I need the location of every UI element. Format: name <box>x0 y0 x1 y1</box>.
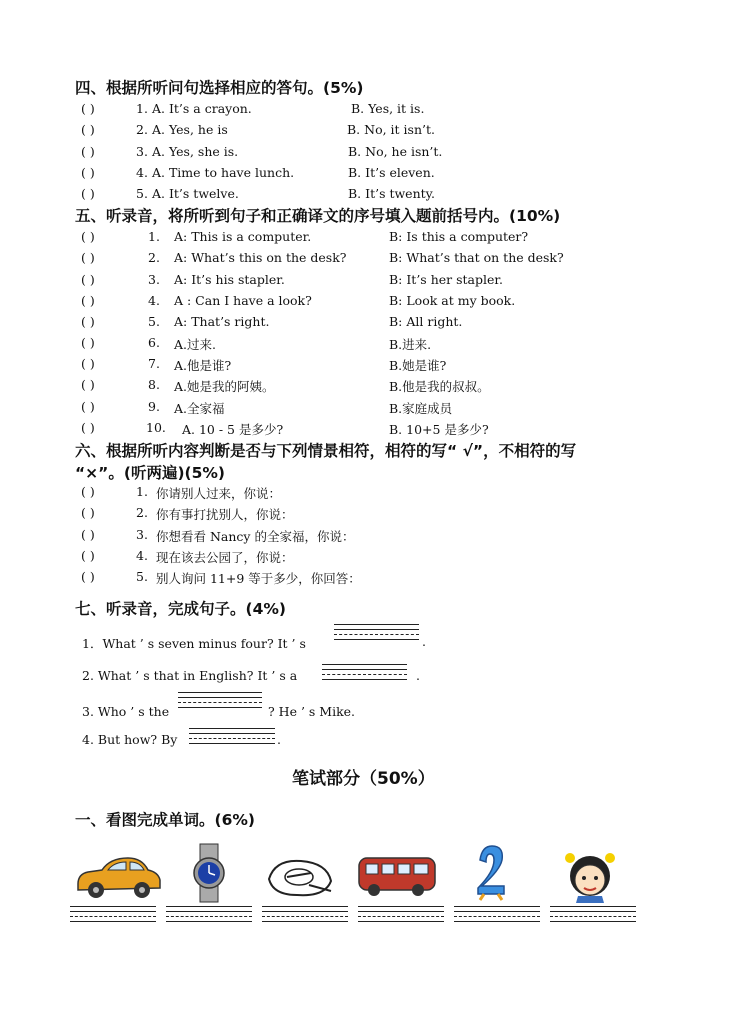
pencil-sharpener-picture <box>265 855 335 901</box>
sentence-2-dot: . <box>416 668 420 683</box>
option-a: 现在该去公园了，你说： <box>156 550 294 565</box>
answer-lines-3[interactable] <box>178 692 262 712</box>
sentence-1: 1．What ’ s seven minus four? It ’ s <box>82 636 306 651</box>
word-answer-lines[interactable] <box>358 906 444 926</box>
option-b: B. Yes, it is. <box>351 101 425 116</box>
written-section-1-title: 一、看图完成单词。(6%) <box>75 811 255 829</box>
item-number: 2. <box>148 250 160 265</box>
word-answer-lines[interactable] <box>166 906 252 926</box>
answer-parentheses[interactable]: ( ) <box>81 548 95 563</box>
option-a: A. Yes, he is <box>152 122 228 137</box>
item-number: 5. <box>136 186 148 201</box>
section-6-title-line2: “×”。(听两遍)(5%) <box>75 464 226 482</box>
option-b: B: All right. <box>389 314 463 329</box>
section-5-title: 五、听录音，将所听到句子和正确译文的序号填入题前括号内。(10%) <box>75 207 561 225</box>
answer-parentheses[interactable]: ( ) <box>81 293 95 308</box>
option-b: B.他是我的叔叔。 <box>389 379 490 394</box>
option-b: B: Is this a computer? <box>389 229 529 244</box>
item-number: 2. <box>136 505 148 520</box>
option-b: B. It’s eleven. <box>348 165 435 180</box>
answer-parentheses[interactable]: ( ) <box>81 250 95 265</box>
option-a: A.全家福 <box>174 401 225 416</box>
item-number: 2. <box>136 122 148 137</box>
item-number: 1. <box>136 484 148 499</box>
answer-parentheses[interactable]: ( ) <box>81 272 95 287</box>
option-b: B.进来. <box>389 337 432 352</box>
option-a: A.他是谁? <box>174 358 232 373</box>
option-a: A. 10 - 5 是多少? <box>182 422 284 437</box>
section-6-title-line1: 六、根据所听内容判断是否与下列情景相符，相符的写“ √”，不相符的写 <box>75 442 577 460</box>
word-answer-lines[interactable] <box>70 906 156 926</box>
answer-parentheses[interactable]: ( ) <box>81 420 95 435</box>
option-b: B.她是谁? <box>389 358 447 373</box>
option-a: A. Time to have lunch. <box>152 165 295 180</box>
sentence-4-dot: . <box>277 732 281 747</box>
answer-parentheses[interactable]: ( ) <box>81 377 95 392</box>
item-number: 3. <box>136 527 148 542</box>
option-a: A : Can I have a look? <box>174 293 312 308</box>
option-a: A. It’s twelve. <box>152 186 239 201</box>
item-number: 4. <box>148 293 160 308</box>
item-number: 5. <box>148 314 160 329</box>
option-b: B. 10+5 是多少? <box>389 422 489 437</box>
item-number: 3. <box>148 272 160 287</box>
option-a: A. It’s a crayon. <box>152 101 252 116</box>
item-number: 9. <box>148 399 160 414</box>
option-a: 别人询问 11+9 等于多少，你回答： <box>156 571 361 586</box>
option-a: A. Yes, she is. <box>152 144 239 159</box>
option-b: B. No, he isn’t. <box>348 144 443 159</box>
girl-picture <box>560 846 620 904</box>
item-number: 1. <box>136 101 148 116</box>
answer-parentheses[interactable]: ( ) <box>81 484 95 499</box>
answer-parentheses[interactable]: ( ) <box>81 356 95 371</box>
bus-picture <box>356 852 438 898</box>
option-a: A: It’s his stapler. <box>174 272 285 287</box>
answer-parentheses[interactable]: ( ) <box>81 186 95 201</box>
item-number: 7. <box>148 356 160 371</box>
answer-lines-2[interactable] <box>322 664 407 684</box>
word-answer-lines[interactable] <box>454 906 540 926</box>
answer-parentheses[interactable]: ( ) <box>81 165 95 180</box>
option-b: B. No, it isn’t. <box>347 122 435 137</box>
option-b: B: What’s that on the desk? <box>389 250 564 265</box>
sentence-2: 2. What ’ s that in English? It ’ s a <box>82 668 298 683</box>
sentence-4: 4. But how? By <box>82 732 178 747</box>
word-answer-lines[interactable] <box>262 906 348 926</box>
word-answer-lines[interactable] <box>550 906 636 926</box>
sentence-1-dot: . <box>422 634 426 649</box>
item-number: 5. <box>136 569 148 584</box>
answer-lines-1[interactable] <box>334 624 419 644</box>
section-4-title: 四、根据所听问句选择相应的答句。(5%) <box>75 79 364 97</box>
answer-parentheses[interactable]: ( ) <box>81 144 95 159</box>
number-two-picture <box>474 842 508 902</box>
sentence-3-start: 3. Who ’ s the <box>82 704 170 719</box>
answer-parentheses[interactable]: ( ) <box>81 505 95 520</box>
option-a: A.过来. <box>174 337 216 352</box>
option-b: B: Look at my book. <box>389 293 516 308</box>
option-a: A: That’s right. <box>174 314 270 329</box>
option-a: A.她是我的阿姨。 <box>174 379 275 394</box>
item-number: 4. <box>136 165 148 180</box>
option-a: A: This is a computer. <box>174 229 312 244</box>
item-number: 4. <box>136 548 148 563</box>
answer-lines-4[interactable] <box>189 728 275 748</box>
option-a: A: What’s this on the desk? <box>174 250 347 265</box>
option-a: 你想看看 Nancy 的全家福，你说： <box>156 529 355 544</box>
answer-parentheses[interactable]: ( ) <box>81 122 95 137</box>
answer-parentheses[interactable]: ( ) <box>81 569 95 584</box>
item-number: 10. <box>146 420 166 435</box>
option-a: 你有事打扰别人，你说： <box>156 507 294 522</box>
option-b: B. It’s twenty. <box>348 186 436 201</box>
item-number: 6. <box>148 335 160 350</box>
option-b: B: It’s her stapler. <box>389 272 503 287</box>
answer-parentheses[interactable]: ( ) <box>81 101 95 116</box>
answer-parentheses[interactable]: ( ) <box>81 399 95 414</box>
answer-parentheses[interactable]: ( ) <box>81 229 95 244</box>
answer-parentheses[interactable]: ( ) <box>81 527 95 542</box>
sentence-3-end: ? He ’ s Mike. <box>268 704 356 719</box>
watch-picture <box>188 842 230 904</box>
answer-parentheses[interactable]: ( ) <box>81 314 95 329</box>
car-picture <box>72 850 162 900</box>
item-number: 8. <box>148 377 160 392</box>
written-part-title: 笔试部分（50%） <box>292 769 435 789</box>
option-a: 你请别人过来，你说： <box>156 486 282 501</box>
item-number: 3. <box>136 144 148 159</box>
item-number: 1. <box>148 229 160 244</box>
section-7-title: 七、听录音，完成句子。(4%) <box>75 600 286 618</box>
option-b: B.家庭成员 <box>389 401 453 416</box>
answer-parentheses[interactable]: ( ) <box>81 335 95 350</box>
